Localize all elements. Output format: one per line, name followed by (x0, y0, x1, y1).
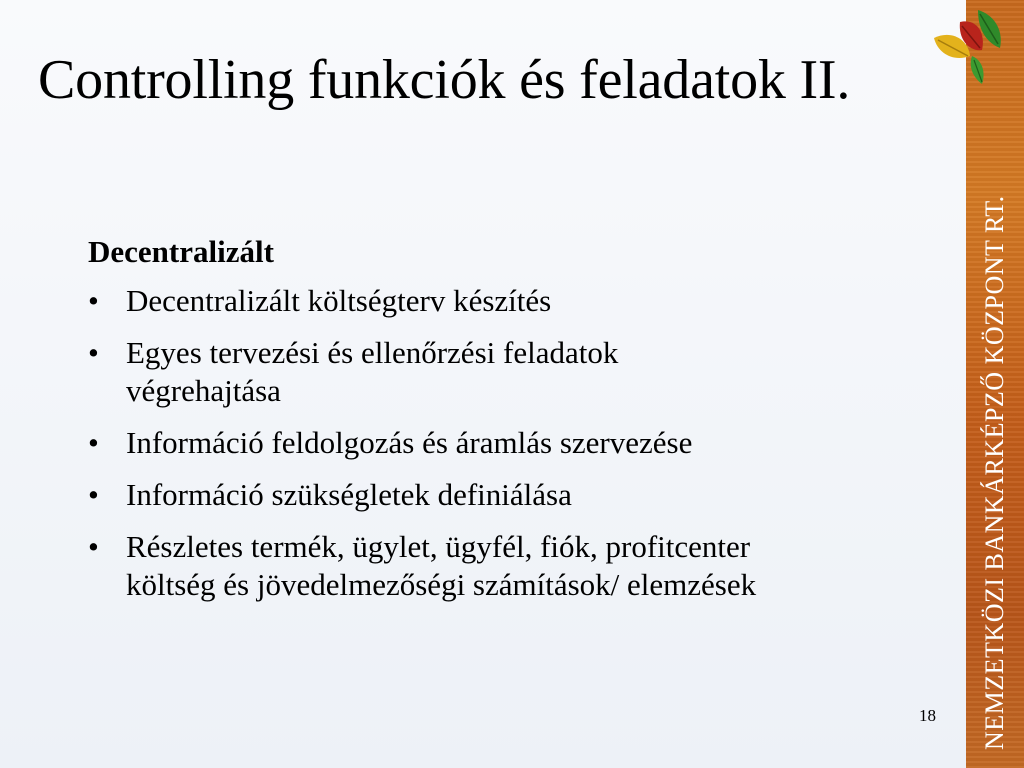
bullet-icon: • (88, 477, 99, 512)
bullet-icon: • (88, 529, 99, 564)
bullet-item (88, 476, 958, 514)
bullet-item (88, 282, 958, 320)
slide-title: Controlling funkciók és feladatok II. (38, 49, 851, 111)
bullet-list (88, 282, 958, 604)
page-number: 18 (919, 706, 936, 725)
bullet-text: Decentralizált költségterv készítés (126, 283, 552, 318)
bullet-item (88, 424, 958, 462)
leaves-logo-icon (920, 4, 1010, 94)
bullet-text: Információ feldolgozás és áramlás szervezése (126, 425, 693, 460)
bullet-item (88, 334, 958, 410)
bullet-icon: • (88, 335, 99, 370)
bullet-item (88, 528, 958, 604)
section-heading: Decentralizált (88, 234, 274, 269)
bullet-text: Egyes tervezési és ellenőrzési feladatok végrehajtása (126, 335, 619, 408)
bullet-text: Információ szükségletek definiálása (126, 477, 572, 512)
slide-content (88, 230, 958, 618)
side-band-text: NEMZETKÖZI BANKÁRKÉPZŐ KÖZPONT RT. (980, 195, 1009, 750)
side-band (966, 0, 1024, 768)
bullet-text: Részletes termék, ügylet, ügyfél, fiók, profitcenter költség és jövedelmezőségi számítások/ elemzések (126, 529, 757, 602)
bullet-icon: • (88, 425, 99, 460)
bullet-icon: • (88, 283, 99, 318)
